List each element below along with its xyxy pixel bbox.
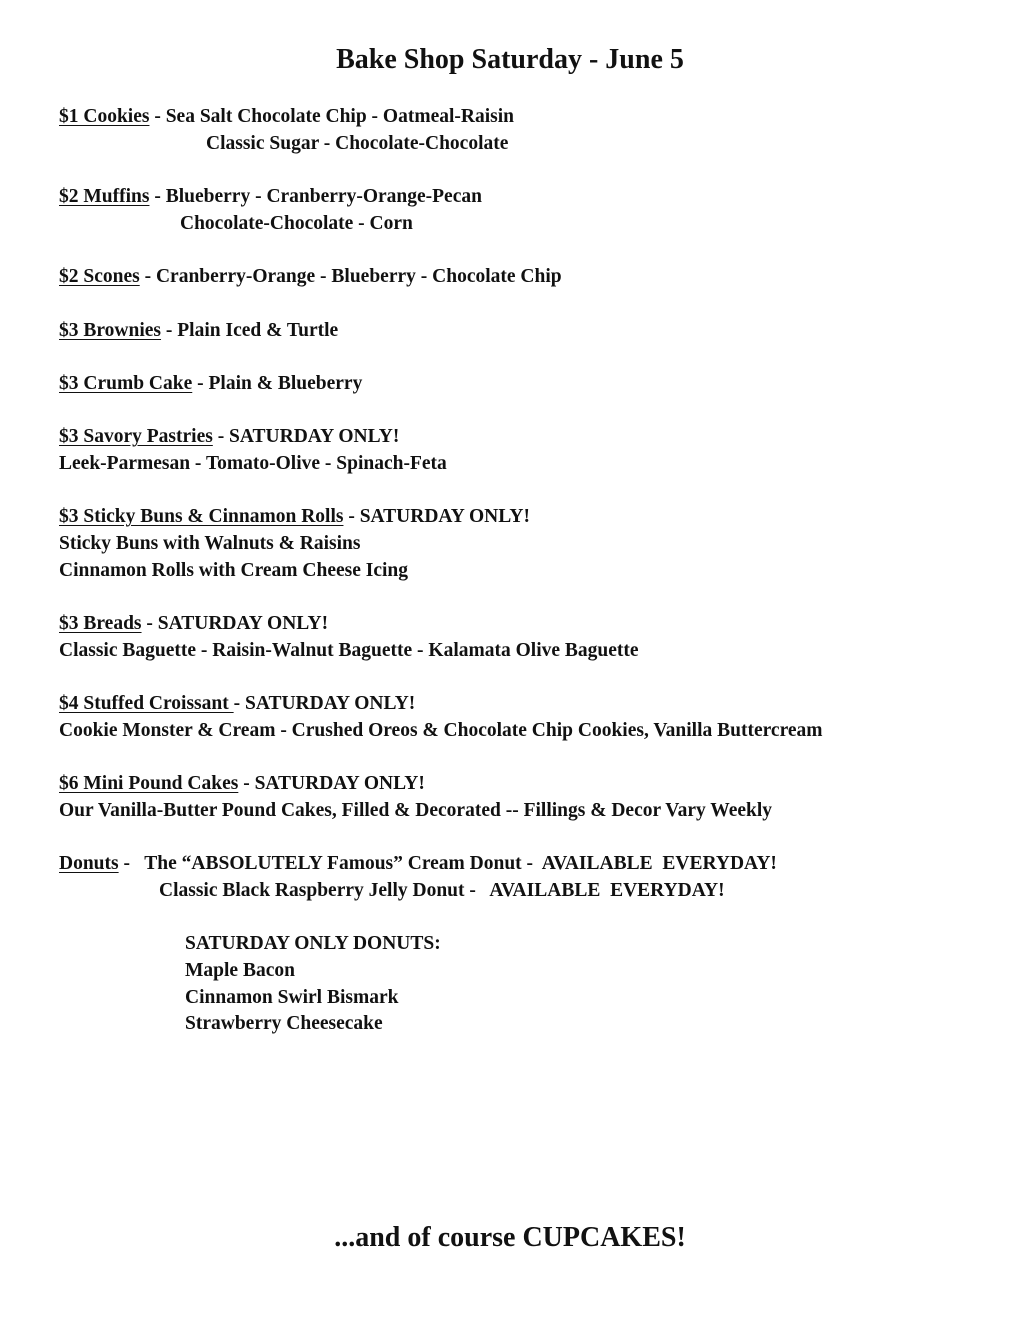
croissant-items: Cookie Monster & Cream - Crushed Oreos & Chocolate Chip Cookies, Vanilla Buttercream	[59, 719, 823, 741]
menu-section-crumb-cake	[59, 371, 999, 398]
section-heading-brownies: $3 Brownies	[59, 319, 162, 341]
section-heading-savory-pastries: $3 Savory Pastries	[59, 426, 213, 448]
menu-section-sticky-buns	[59, 504, 999, 584]
section-heading-sticky-buns: $3 Sticky Buns & Cinnamon Rolls	[59, 506, 344, 528]
crumb-cake-items: - Plain & Blueberry	[192, 372, 363, 394]
muffins-items: - Blueberry - Cranberry-Orange-Pecan	[149, 186, 482, 208]
menu-line	[59, 611, 999, 638]
cinnamon-rolls-item: Cinnamon Rolls with Cream Cheese Icing	[59, 559, 409, 581]
section-heading-scones: $2 Scones	[59, 266, 140, 288]
section-heading-crumb-cake: $3 Crumb Cake	[59, 372, 193, 394]
saturday-only-note: - SATURDAY ONLY!	[238, 773, 425, 795]
cookies-items: - Sea Salt Chocolate Chip - Oatmeal-Raisin	[149, 106, 514, 127]
menu-section-pound-cakes	[59, 771, 999, 824]
jelly-donut-item: Classic Black Raspberry Jelly Donut - AVAILABLE EVERYDAY!	[159, 879, 725, 901]
footer-cupcakes: ...and of course CUPCAKES!	[334, 1222, 686, 1253]
saturday-only-note: - SATURDAY ONLY!	[141, 613, 329, 635]
section-heading-croissant: $4 Stuffed Croissant	[59, 693, 234, 715]
saturday-only-note: - SATURDAY ONLY!	[343, 506, 530, 528]
menu-line	[59, 264, 999, 291]
savory-pastries-items: Leek-Parmesan - Tomato-Olive - Spinach-Feta	[59, 452, 447, 474]
cream-donut-item: - The “ABSOLUTELY Famous” Cream Donut - AVAILABLE EVERYDAY!	[118, 853, 777, 875]
scones-items: - Cranberry-Orange - Blueberry - Chocolate Chip	[139, 266, 562, 288]
menu-section-brownies	[59, 318, 999, 345]
menu-list	[59, 104, 999, 1065]
menu-section-scones	[59, 264, 999, 291]
saturday-donuts-heading: SATURDAY ONLY DONUTS:	[185, 933, 441, 955]
menu-line	[59, 371, 999, 398]
menu-section-donuts	[59, 851, 999, 1038]
menu-line	[59, 504, 999, 531]
menu-line	[59, 318, 999, 345]
saturday-donut-item: Maple Bacon	[185, 960, 295, 981]
menu-section-croissant	[59, 691, 999, 744]
menu-section-breads	[59, 611, 999, 664]
section-heading-cookies: $1 Cookies	[59, 106, 150, 127]
saturday-donuts-list	[59, 931, 999, 1038]
menu-section-savory-pastries	[59, 424, 999, 477]
saturday-donut-item: Strawberry Cheesecake	[185, 1013, 383, 1035]
sticky-buns-item: Sticky Buns with Walnuts & Raisins	[59, 533, 361, 554]
cookies-items-continued: Classic Sugar - Chocolate-Chocolate	[206, 132, 509, 154]
pound-cakes-items: Our Vanilla-Butter Pound Cakes, Filled & Decorated -- Fillings & Decor Vary Weekly	[59, 799, 773, 821]
menu-line	[59, 851, 999, 878]
menu-line	[59, 771, 999, 798]
menu-section-cookies	[59, 104, 999, 157]
saturday-donut-item: Cinnamon Swirl Bismark	[185, 986, 399, 1008]
brownies-items: - Plain Iced & Turtle	[161, 319, 339, 341]
menu-line	[59, 424, 999, 451]
menu-section-muffins	[59, 184, 999, 237]
saturday-only-note: - SATURDAY ONLY!	[212, 426, 400, 448]
section-heading-breads: $3 Breads	[59, 613, 142, 635]
page-title: Bake Shop Saturday - June 5	[336, 44, 684, 75]
section-heading-donuts: Donuts	[59, 853, 119, 875]
saturday-only-note: - SATURDAY ONLY!	[233, 693, 416, 715]
menu-line	[59, 184, 999, 211]
menu-line	[59, 691, 999, 718]
section-heading-muffins: $2 Muffins	[59, 186, 150, 208]
muffins-items-continued: Chocolate-Chocolate - Corn	[180, 212, 413, 234]
menu-line	[59, 104, 999, 131]
breads-items: Classic Baguette - Raisin-Walnut Baguette - Kalamata Olive Baguette	[59, 639, 639, 661]
section-heading-pound-cakes: $6 Mini Pound Cakes	[59, 773, 239, 795]
